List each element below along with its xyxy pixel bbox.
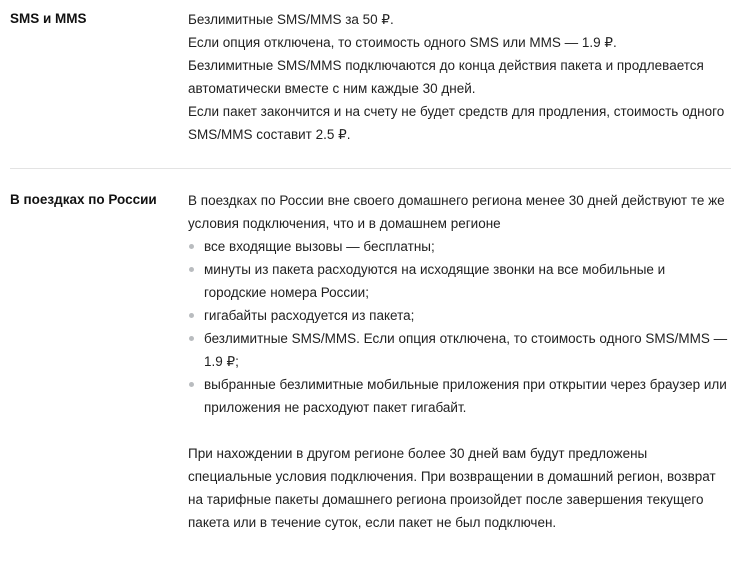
list-item xyxy=(188,327,731,373)
sms-mms-paragraph-1: Безлимитные SMS/MMS за 50 ₽. xyxy=(188,12,394,27)
list-item-text: все входящие вызовы — бесплатны; xyxy=(204,239,435,254)
section-label-travel-russia: В поездках по России xyxy=(10,192,157,207)
sms-mms-paragraph-3: Безлимитные SMS/MMS подключаются до конца действия пакета и продлевается автоматически вместе с ним каждые 30 дней. xyxy=(188,58,704,96)
sms-mms-paragraph-2: Если опция отключена, то стоимость одного SMS или MMS — 1.9 ₽. xyxy=(188,35,617,50)
section-sms-mms xyxy=(10,8,731,146)
bullet-dot-icon xyxy=(189,382,194,387)
list-item-text: выбранные безлимитные мобильные приложения при открытии через браузер или приложения не расходуют пакет гигабайт. xyxy=(204,377,727,415)
travel-intro-paragraph: В поездках по России вне своего домашнего региона менее 30 дней действуют те же условия подключения, что и в домашнем регионе xyxy=(188,193,725,231)
list-item-text: безлимитные SMS/MMS. Если опция отключена, то стоимость одного SMS/MMS — 1.9 ₽; xyxy=(204,331,728,369)
list-item xyxy=(188,235,731,258)
list-item xyxy=(188,258,731,304)
section-body-sms-mms xyxy=(188,8,731,146)
travel-conditions-list xyxy=(188,235,731,419)
section-body-travel-russia xyxy=(188,189,731,534)
bullet-dot-icon xyxy=(189,244,194,249)
list-item-text: гигабайты расходуется из пакета; xyxy=(204,308,415,323)
list-item xyxy=(188,373,731,419)
bullet-dot-icon xyxy=(189,336,194,341)
sms-mms-paragraph-4: Если пакет закончится и на счету не будет средств для продления, стоимость одного SMS/MMS составит 2.5 ₽. xyxy=(188,104,725,142)
section-travel-russia xyxy=(10,189,731,534)
section-divider xyxy=(10,168,731,169)
bullet-dot-icon xyxy=(189,313,194,318)
list-item xyxy=(188,304,731,327)
travel-outro-paragraph: При нахождении в другом регионе более 30 дней вам будут предложены специальные условия подключения. При возвращении в домашний регион, возврат на тарифные пакеты домашнего региона произойдет после завершения текущего пакета или в течение суток, если пакет не был подключен. xyxy=(188,446,716,530)
list-item-text: минуты из пакета расходуются на исходящие звонки на все мобильные и городские номера России; xyxy=(204,262,666,300)
section-label-sms-mms: SMS и MMS xyxy=(10,11,87,26)
bullet-dot-icon xyxy=(189,267,194,272)
